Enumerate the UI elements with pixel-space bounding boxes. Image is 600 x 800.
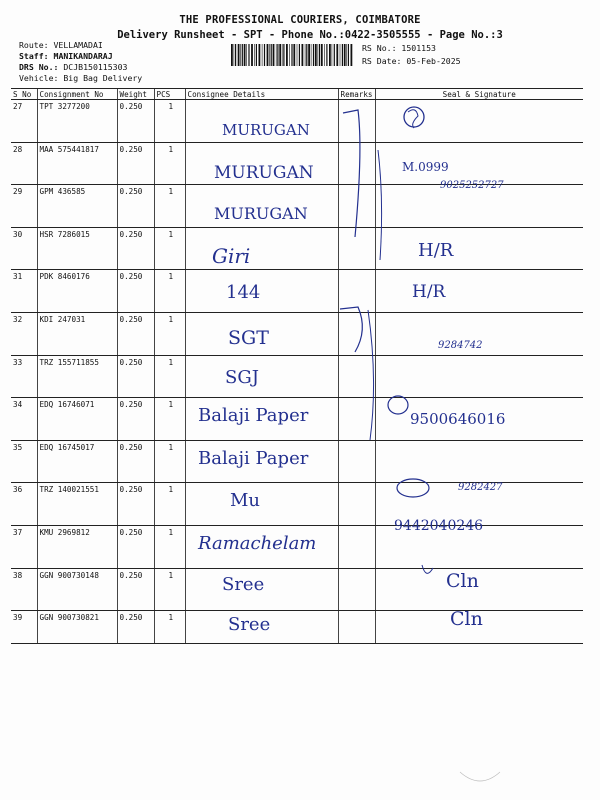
drs-label: DRS No.: [19, 62, 59, 72]
rs-number: RS No.: 1501153 [362, 43, 436, 53]
cell-pcs-text: 1 [168, 613, 174, 623]
cell-weight-text: 0.250 [119, 400, 143, 410]
signature-30-hr: H/R [418, 240, 454, 261]
handwritten-name-27: MURUGAN [222, 121, 310, 139]
handwritten-name-28: MURUGAN [214, 163, 314, 183]
cell-consignment-text: TRZ 155711855 [39, 357, 99, 367]
handwritten-name-35: Balaji Paper [198, 448, 309, 469]
cell-sno-text: 27 [13, 102, 23, 111]
cell-weight-text: 0.250 [119, 144, 143, 154]
signature-38: Cln [446, 570, 479, 592]
staff-label: Staff: [19, 51, 49, 61]
cell-pcs-text: 1 [168, 357, 174, 367]
cell-pcs-text: 1 [168, 144, 174, 154]
cell-weight-text: 0.250 [119, 485, 143, 495]
handwritten-name-37: Ramachelam [198, 533, 317, 554]
signature-29-phone: 9025252727 [440, 180, 504, 191]
cell-consignment-text: PDK 8460176 [39, 272, 90, 282]
cell-pcs-text: 1 [168, 485, 174, 495]
cell-weight-text: 0.250 [119, 272, 143, 282]
cell-sno-text: 38 [13, 570, 23, 580]
cell-sno-text: 36 [13, 485, 23, 495]
cell-sno-text: 37 [13, 527, 23, 537]
cell-sno-text: 28 [13, 144, 23, 154]
cell-pcs-text: 1 [168, 229, 174, 239]
cell-consignment-text: EDQ 16746071 [39, 400, 95, 410]
handwritten-name-31: 144 [226, 282, 261, 303]
cell-weight-text: 0.250 [119, 357, 143, 367]
col-remarks: Remarks [338, 89, 375, 100]
cell-weight-text: 0.250 [119, 102, 143, 111]
cell-sno-text: 35 [13, 442, 23, 452]
handwritten-name-33: SGJ [225, 367, 259, 388]
cell-pcs-text: 1 [168, 187, 174, 197]
cell-pcs-text: 1 [168, 400, 174, 410]
cell-pcs-text: 1 [168, 102, 174, 111]
col-consignee: Consignee Details [185, 89, 338, 100]
cell-consignment-text: GGN 900730148 [39, 570, 99, 580]
handwritten-name-39: Sree [228, 614, 271, 635]
cell-consignment-text: HSR 7286015 [39, 229, 90, 239]
cell-consignment-text: KDI 247031 [39, 314, 86, 324]
cell-weight-text: 0.250 [119, 229, 143, 239]
runsheet-subtitle: Delivery Runsheet - SPT - Phone No.:0422-3505555 - Page No.:3 [117, 29, 503, 41]
drs-number: DCJB150115303 [63, 62, 128, 72]
staff-name: MANIKANDARAJ [53, 51, 113, 61]
cell-consignment-text: GGN 900730821 [39, 613, 99, 623]
col-sno: S No [11, 89, 37, 100]
cell-sno-text: 31 [13, 272, 23, 282]
handwritten-name-32: SGT [228, 327, 269, 349]
cell-weight-text: 0.250 [119, 527, 143, 537]
rs-date: RS Date: 05-Feb-2025 [362, 56, 461, 66]
cell-consignment-text: MAA 575441817 [39, 144, 99, 154]
cell-weight-text: 0.250 [119, 187, 143, 197]
col-weight: Weight [117, 89, 154, 100]
cell-pcs-text: 1 [168, 527, 174, 537]
cell-weight-text: 0.250 [119, 442, 143, 452]
col-consignment: Consignment No [37, 89, 117, 100]
cell-weight-text: 0.250 [119, 613, 143, 623]
handwritten-name-34: Balaji Paper [198, 405, 309, 426]
cell-pcs-text: 1 [168, 570, 174, 580]
handwritten-name-30: Giri [212, 244, 251, 268]
handwritten-name-36: Mu [230, 490, 261, 511]
cell-sno-text: 29 [13, 187, 23, 197]
signature-39: Cln [450, 608, 483, 630]
cell-sno-text: 39 [13, 613, 23, 623]
cell-consignment-text: EDQ 16745017 [39, 442, 95, 452]
cell-consignment-text: GPM 436585 [39, 187, 86, 197]
cell-sno-text: 34 [13, 400, 23, 410]
signature-34-phone: 9500646016 [410, 410, 506, 428]
handwritten-name-38: Sree [222, 574, 265, 595]
cell-sno-text: 33 [13, 357, 23, 367]
cell-consignment-text: KMU 2969812 [39, 527, 90, 537]
col-pcs: PCS [154, 89, 185, 100]
signature-31-hr: H/R [412, 282, 446, 302]
route-label: Route: VELLAMADAI [19, 40, 103, 50]
cell-weight-text: 0.250 [119, 570, 143, 580]
vehicle-label: Vehicle: Big Bag Delivery [19, 73, 143, 83]
signature-28: M.0999 [402, 160, 449, 174]
company-title: THE PROFESSIONAL COURIERS, COIMBATORE [179, 14, 421, 26]
signature-33-phone: 9284742 [438, 340, 483, 351]
handwritten-name-29: MURUGAN [214, 204, 308, 223]
cell-pcs-text: 1 [168, 272, 174, 282]
cell-pcs-text: 1 [168, 442, 174, 452]
cell-pcs-text: 1 [168, 314, 174, 324]
cell-consignment-text: TPT 3277200 [39, 102, 90, 111]
cell-consignment-text: TRZ 140021551 [39, 485, 99, 495]
signature-37-phone: 9442040246 [394, 518, 484, 534]
signature-36-phone: 9282427 [458, 482, 503, 493]
cell-sno-text: 30 [13, 229, 23, 239]
cell-weight-text: 0.250 [119, 314, 143, 324]
col-signature: Seal & Signature [375, 89, 583, 100]
cell-sno-text: 32 [13, 314, 23, 324]
